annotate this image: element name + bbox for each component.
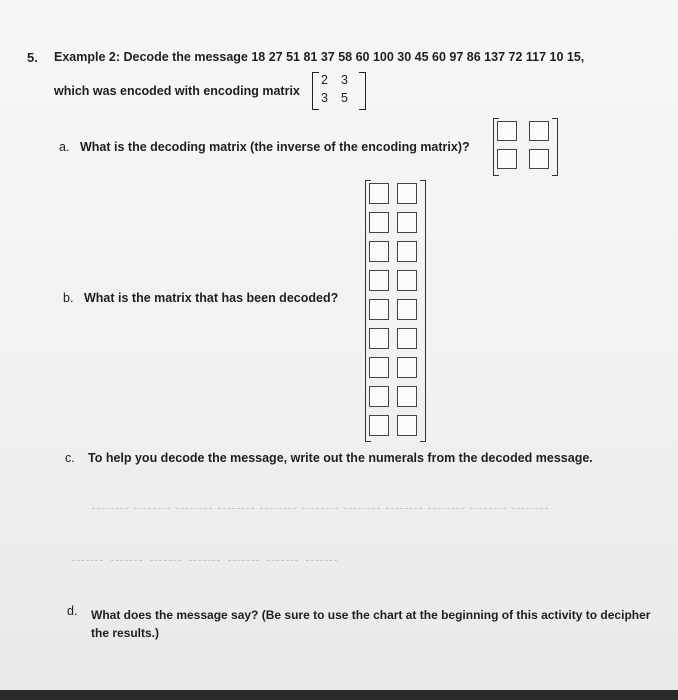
answer-box[interactable]	[529, 121, 549, 141]
answer-box[interactable]	[369, 386, 389, 407]
encoding-matrix	[312, 72, 368, 110]
matrix-row-2	[321, 91, 361, 105]
answer-box[interactable]	[397, 212, 417, 233]
matrix-row-1	[321, 73, 361, 87]
photo-edge-shadow	[0, 690, 678, 700]
answer-box[interactable]	[397, 415, 417, 436]
matrix-cell: 3	[321, 91, 328, 105]
numeral-blank[interactable]	[344, 508, 380, 509]
numeral-blank[interactable]	[428, 508, 464, 509]
question-title-text: Decode the message 18 27 51 81 37 58 60 100 30 45 60 97 86 137 72 117 10 15,	[123, 50, 585, 64]
matrix-cell: 2	[321, 73, 328, 87]
numeral-blank[interactable]	[72, 560, 103, 561]
numeral-blank[interactable]	[260, 508, 296, 509]
answer-box[interactable]	[397, 270, 417, 291]
matrix-right-bracket	[359, 72, 366, 110]
part-c-letter: c.	[65, 451, 75, 465]
answer-box[interactable]	[397, 299, 417, 320]
answer-box[interactable]	[397, 386, 417, 407]
question-line2: which was encoded with encoding matrix	[54, 84, 300, 98]
numeral-blank[interactable]	[512, 508, 548, 509]
answer-box[interactable]	[369, 270, 389, 291]
part-d-question: What does the message say? (Be sure to use the chart at the beginning of this activity to decipher the results.)	[91, 608, 651, 640]
answer-box[interactable]	[369, 328, 389, 349]
numeral-blank[interactable]	[150, 560, 181, 561]
matrix-left-bracket	[312, 72, 319, 110]
part-c-question: To help you decode the message, write out the numerals from the decoded message.	[88, 451, 593, 465]
question-title	[54, 50, 584, 64]
decoded-matrix-answer-grid	[365, 180, 425, 440]
matrix-cell: 3	[341, 73, 348, 87]
answer-box[interactable]	[397, 328, 417, 349]
grid-right-bracket	[552, 118, 558, 176]
numeral-blank[interactable]	[134, 508, 170, 509]
numeral-blank[interactable]	[267, 560, 298, 561]
numeral-blank[interactable]	[470, 508, 506, 509]
answer-box[interactable]	[497, 121, 517, 141]
part-a-letter: a.	[59, 140, 70, 154]
numeral-blank[interactable]	[386, 508, 422, 509]
numeral-blank[interactable]	[306, 560, 337, 561]
part-d-letter: d.	[67, 604, 78, 618]
answer-box[interactable]	[397, 241, 417, 262]
answer-box[interactable]	[529, 149, 549, 169]
answer-box[interactable]	[369, 357, 389, 378]
answer-box[interactable]	[369, 241, 389, 262]
answer-box[interactable]	[369, 415, 389, 436]
answer-box[interactable]	[369, 183, 389, 204]
numeral-blank[interactable]	[302, 508, 338, 509]
numeral-blank[interactable]	[176, 508, 212, 509]
answer-box[interactable]	[397, 183, 417, 204]
part-a-question: What is the decoding matrix (the inverse of the encoding matrix)?	[80, 140, 470, 154]
numeral-blank[interactable]	[189, 560, 220, 561]
answer-box[interactable]	[369, 299, 389, 320]
numeral-blank[interactable]	[111, 560, 142, 561]
decoding-matrix-answer-grid	[493, 118, 557, 174]
answer-box[interactable]	[369, 212, 389, 233]
part-b-question: What is the matrix that has been decoded?	[84, 291, 339, 305]
matrix-cell: 5	[341, 91, 348, 105]
answer-box[interactable]	[397, 357, 417, 378]
numeral-blank[interactable]	[92, 508, 128, 509]
grid-right-bracket	[420, 180, 426, 442]
numeral-blank[interactable]	[228, 560, 259, 561]
numeral-blank[interactable]	[218, 508, 254, 509]
question-number: 5.	[27, 50, 38, 65]
answer-box[interactable]	[497, 149, 517, 169]
part-b-letter: b.	[63, 291, 74, 305]
question-title-label: Example 2:	[54, 50, 121, 64]
